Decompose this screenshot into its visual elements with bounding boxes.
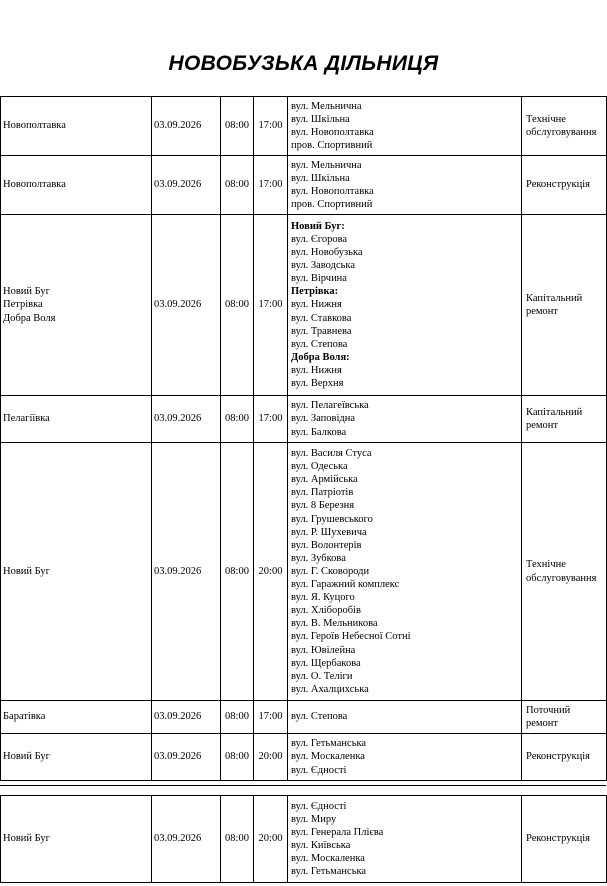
settlement-heading: Добра Воля: — [291, 351, 350, 363]
street-name: вул. Травнева — [291, 325, 352, 337]
outage-table-continued — [0, 795, 607, 883]
end-time-cell: 20:00 — [254, 443, 288, 701]
date-cell: 03.09.2026 — [152, 796, 221, 883]
street-name: вул. Зубкова — [291, 552, 346, 564]
work-type-text: обслуговування — [526, 127, 597, 138]
work-type-cell — [522, 796, 607, 883]
street-name: вул. Шкільна — [291, 113, 350, 125]
start-time-cell: 08:00 — [221, 734, 254, 781]
street-name: вул. Гетьманська — [291, 738, 367, 750]
street-name: вул. Новобузька — [291, 247, 363, 259]
street-name: вул. Я. Куцого — [291, 592, 355, 604]
street-name: вул. Патріотів — [291, 487, 354, 499]
end-time-cell: 20:00 — [254, 796, 288, 883]
street-name: вул. Хліборобів — [291, 605, 361, 617]
work-type-text: Поточний — [526, 704, 571, 716]
street-name: вул. Верхня — [291, 378, 344, 390]
work-type-text: ремонт — [526, 306, 559, 317]
street-name: вул. Ахалцихська — [291, 683, 369, 695]
settlement-cell — [1, 796, 152, 883]
date-cell: 03.09.2026 — [152, 443, 221, 701]
street-name: вул. Мельнична — [291, 100, 362, 112]
start-time-cell: 08:00 — [221, 156, 254, 215]
table-row — [1, 215, 607, 396]
street-name: вул. Ювілейна — [291, 644, 356, 656]
table-row — [1, 701, 607, 734]
date-cell: 03.09.2026 — [152, 734, 221, 781]
start-time-cell: 08:00 — [221, 443, 254, 701]
page-title: НОВОБУЗЬКА ДІЛЬНИЦЯ — [168, 52, 439, 75]
date-cell: 03.09.2026 — [152, 97, 221, 156]
settlement-name: Новополтавка — [3, 120, 66, 132]
work-type-text: обслуговування — [526, 572, 597, 584]
end-time-cell: 17:00 — [254, 156, 288, 215]
work-type-text: Реконструкція — [526, 751, 591, 763]
table-row — [1, 734, 607, 781]
street-name: вул. Василя Стуса — [291, 448, 372, 460]
start-time-cell: 08:00 — [221, 97, 254, 156]
street-name: вул. Шкільна — [291, 172, 350, 184]
settlement-name: Баратівка — [3, 711, 46, 723]
street-name: вул. Одеська — [291, 461, 348, 473]
streets-cell — [288, 701, 522, 734]
street-name: вул. Степова — [291, 338, 348, 350]
work-type-cell — [522, 396, 607, 443]
work-type-cell — [522, 734, 607, 781]
table-row — [1, 396, 607, 443]
work-type-cell — [522, 156, 607, 215]
street-name: вул. Героїв Небесної Сотні — [291, 631, 411, 643]
settlement-heading: Петрівка: — [291, 286, 339, 298]
end-time-cell: 17:00 — [254, 701, 288, 734]
settlement-name: Новий Буг — [3, 751, 50, 763]
start-time-cell: 08:00 — [221, 396, 254, 443]
street-name: вул. Москаленка — [291, 853, 365, 865]
streets-cell — [288, 215, 522, 396]
date-cell: 03.09.2026 — [152, 156, 221, 215]
work-type-cell — [522, 215, 607, 396]
settlement-cell — [1, 443, 152, 701]
work-type-text: Технічне — [526, 559, 566, 571]
work-type-text: Капітальний — [526, 292, 583, 304]
outage-table-body — [1, 796, 607, 883]
settlement-cell — [1, 701, 152, 734]
date-cell: 03.09.2026 — [152, 701, 221, 734]
end-time-cell: 20:00 — [254, 734, 288, 781]
table-row — [1, 97, 607, 156]
street-name: вул. Гаражний комплекс — [291, 579, 400, 591]
settlement-name: Новий Буг — [3, 565, 50, 577]
settlement-cell — [1, 396, 152, 443]
street-name: вул. Єдності — [291, 800, 347, 812]
street-name: вул. Вірчина — [291, 273, 347, 285]
streets-cell — [288, 97, 522, 156]
page-break-line — [0, 785, 606, 786]
street-name: вул. Грушевського — [291, 513, 373, 525]
street-name: вул. Єдності — [291, 764, 347, 776]
outage-table-body — [1, 97, 607, 781]
start-time-cell: 08:00 — [221, 796, 254, 883]
start-time-cell: 08:00 — [221, 215, 254, 396]
table-row — [1, 156, 607, 215]
settlement-name: Новий Буг — [3, 833, 50, 845]
work-type-cell — [522, 701, 607, 734]
street-name: вул. Р. Шухевича — [291, 526, 367, 538]
street-name: вул. 8 Березня — [291, 500, 355, 512]
street-name: пров. Спортивний — [291, 140, 373, 152]
street-name: вул. Щербакова — [291, 657, 361, 669]
settlement-cell — [1, 156, 152, 215]
settlement-cell — [1, 215, 152, 396]
settlement-name: Пелагіївка — [3, 413, 50, 425]
street-name: вул. Новополтавка — [291, 186, 374, 197]
street-name: вул. Єгорова — [291, 233, 348, 245]
start-time-cell: 08:00 — [221, 701, 254, 734]
streets-cell — [288, 396, 522, 443]
table-row — [1, 443, 607, 701]
settlement-name: Новий Буг — [3, 286, 50, 298]
settlement-name: Новополтавка — [3, 179, 66, 191]
work-type-text: Реконструкція — [526, 179, 591, 191]
work-type-text: Капітальний — [526, 406, 583, 418]
street-name: вул. Москаленка — [291, 751, 365, 763]
street-name: вул. В. Мельникова — [291, 618, 378, 630]
street-name: вул. Новополтавка — [291, 127, 374, 138]
street-name: вул. Мельнична — [291, 159, 362, 171]
work-type-text: ремонт — [526, 420, 559, 431]
street-name: вул. Генерала Плієва — [291, 826, 384, 838]
street-name: вул. Нижня — [291, 364, 342, 376]
street-name: вул. Заводська — [291, 260, 356, 272]
street-name: вул. Степова — [291, 711, 348, 723]
work-type-text: ремонт — [526, 718, 559, 729]
street-name: пров. Спортивний — [291, 199, 373, 211]
street-name: вул. Г. Сковороди — [291, 565, 370, 577]
settlement-name: Добра Воля — [3, 312, 56, 324]
street-name: вул. Нижня — [291, 299, 342, 311]
street-name: вул. О. Теліги — [291, 670, 353, 682]
street-name: вул. Гетьманська — [291, 866, 367, 878]
streets-cell — [288, 796, 522, 883]
street-name: вул. Ставкова — [291, 312, 352, 324]
street-name: вул. Балкова — [291, 426, 347, 438]
street-name: вул. Армійська — [291, 474, 358, 486]
settlement-name: Петрівка — [3, 299, 43, 311]
work-type-cell — [522, 443, 607, 701]
settlement-heading: Новий Буг: — [291, 220, 345, 232]
street-name: вул. Миру — [291, 813, 337, 825]
work-type-cell — [522, 97, 607, 156]
street-name: вул. Волонтерів — [291, 539, 362, 551]
streets-cell — [288, 156, 522, 215]
date-cell: 03.09.2026 — [152, 215, 221, 396]
settlement-cell — [1, 97, 152, 156]
table-row — [1, 796, 607, 883]
outage-table — [0, 96, 607, 781]
work-type-text: Технічне — [526, 113, 566, 125]
street-name: вул. Пелагеївська — [291, 400, 369, 412]
end-time-cell: 17:00 — [254, 396, 288, 443]
settlement-cell — [1, 734, 152, 781]
end-time-cell: 17:00 — [254, 215, 288, 396]
work-type-text: Реконструкція — [526, 833, 591, 845]
streets-cell — [288, 734, 522, 781]
street-name: вул. Заповідна — [291, 413, 356, 425]
streets-cell — [288, 443, 522, 701]
date-cell: 03.09.2026 — [152, 396, 221, 443]
end-time-cell: 17:00 — [254, 97, 288, 156]
street-name: вул. Київська — [291, 840, 351, 851]
